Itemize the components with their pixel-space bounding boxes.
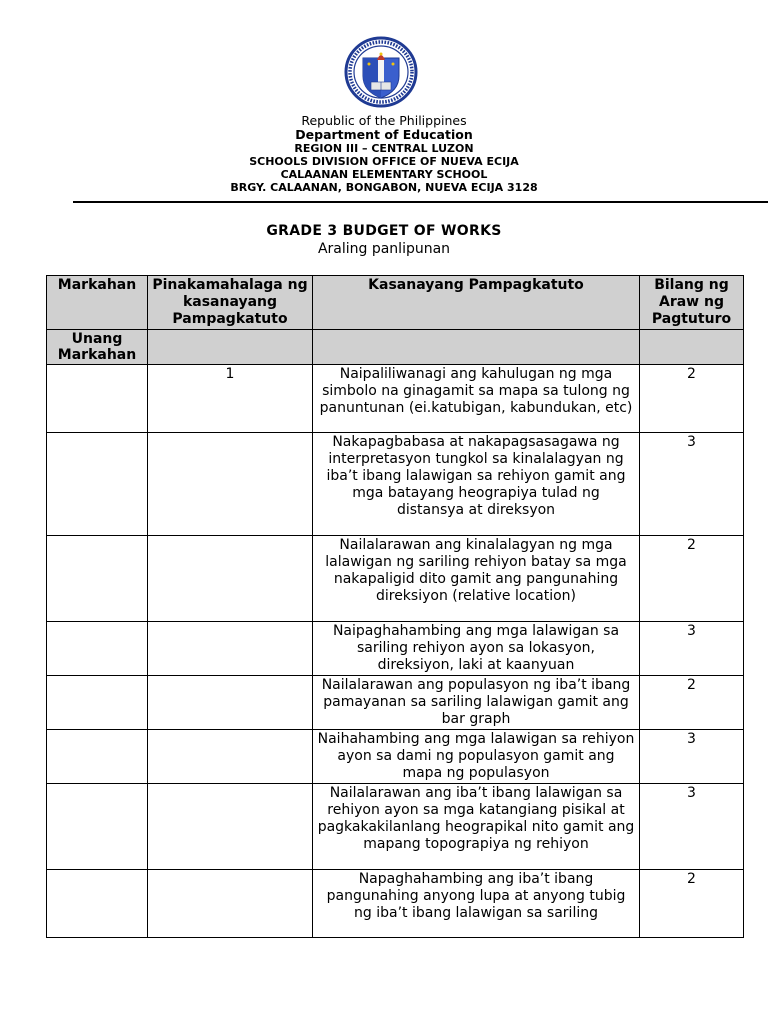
quarter-cell (148, 330, 313, 365)
table-row (47, 536, 744, 622)
pinakamahalaga-cell (148, 870, 313, 938)
pinakamahalaga-cell (148, 536, 313, 622)
table-row (47, 784, 744, 870)
table-header-row (47, 276, 744, 330)
table-row (47, 730, 744, 784)
header-divider (73, 201, 768, 203)
bilang-cell: 3 (640, 730, 744, 784)
quarter-label: Unang Markahan (47, 330, 148, 365)
header-region: REGION III – CENTRAL LUZON (294, 142, 474, 155)
bilang-cell: 2 (640, 365, 744, 433)
col-header-markahan: Markahan (47, 276, 148, 330)
pinakamahalaga-cell (148, 784, 313, 870)
bilang-cell: 2 (640, 870, 744, 938)
table-row (47, 433, 744, 536)
markahan-cell (47, 676, 148, 730)
table-row (47, 622, 744, 676)
pinakamahalaga-cell (148, 676, 313, 730)
markahan-cell (47, 784, 148, 870)
markahan-cell (47, 870, 148, 938)
kasanayan-cell: Naipaliliwanagi ang kahulugan ng mga simbolo na ginagamit sa mapa sa tulong ng panuntunan (ei.katubigan, kabundukan, etc) (313, 365, 640, 433)
quarter-cell (313, 330, 640, 365)
pinakamahalaga-cell: 1 (148, 365, 313, 433)
markahan-cell (47, 730, 148, 784)
markahan-cell (47, 536, 148, 622)
kasanayan-cell: Naipaghahambing ang mga lalawigan sa sariling rehiyon ayon sa lokasyon, direksiyon, laki at kaanyuan (313, 622, 640, 676)
header-division: SCHOOLS DIVISION OFFICE OF NUEVA ECIJA (249, 155, 519, 168)
col-header-bilang: Bilang ng Araw ng Pagtuturo (640, 276, 744, 330)
quarter-cell (640, 330, 744, 365)
pinakamahalaga-cell (148, 622, 313, 676)
header-department: Department of Education (295, 127, 473, 142)
quarter-row (47, 330, 744, 365)
kasanayan-cell: Nailalarawan ang iba’t ibang lalawigan sa rehiyon ayon sa mga katangiang pisikal at pagkakakilanlang heograpikal nito gamit ang mapang topograpiya ng rehiyon (313, 784, 640, 870)
col-header-kasanayan: Kasanayang Pampagkatuto (313, 276, 640, 330)
table-row (47, 870, 744, 938)
kasanayan-cell: Nailalarawan ang populasyon ng iba’t ibang pamayanan sa sariling lalawigan gamit ang bar graph (313, 676, 640, 730)
pinakamahalaga-cell (148, 730, 313, 784)
markahan-cell (47, 365, 148, 433)
header-address: BRGY. CALAANAN, BONGABON, NUEVA ECIJA 3128 (230, 181, 538, 194)
col-header-pinakamahalaga: Pinakamahalaga ng kasanayang Pampagkatuto (148, 276, 313, 330)
kasanayan-cell: Naihahambing ang mga lalawigan sa rehiyon ayon sa dami ng populasyon gamit ang mapa ng populasyon (313, 730, 640, 784)
bilang-cell: 3 (640, 433, 744, 536)
bilang-cell: 2 (640, 676, 744, 730)
markahan-cell (47, 433, 148, 536)
table-row (47, 676, 744, 730)
document-subject: Araling panlipunan (317, 241, 451, 257)
bilang-cell: 3 (640, 622, 744, 676)
header-school: CALAANAN ELEMENTARY SCHOOL (280, 168, 488, 181)
kasanayan-cell: Nakapagbabasa at nakapagsasagawa ng interpretasyon tungkol sa kinalalagyan ng iba’t ibang lalawigan sa rehiyon gamit ang mga batayang heograpiya tulad ng distansya at direksyon (313, 433, 640, 536)
bilang-cell: 3 (640, 784, 744, 870)
markahan-cell (47, 622, 148, 676)
document-title: GRADE 3 BUDGET OF WORKS (266, 223, 502, 239)
deped-seal-icon (341, 36, 421, 108)
budget-of-works-table (46, 275, 744, 938)
kasanayan-cell: Napaghahambing ang iba’t ibang pangunahing anyong lupa at anyong tubig ng iba’t ibang lalawigan sa sariling (313, 870, 640, 938)
kasanayan-cell: Nailalarawan ang kinalalagyan ng mga lalawigan ng sariling rehiyon batay sa mga nakapaligid dito gamit ang pangunahing direksiyon (relative location) (313, 536, 640, 622)
pinakamahalaga-cell (148, 433, 313, 536)
header-republic: Republic of the Philippines (301, 113, 467, 128)
table-row (47, 365, 744, 433)
bilang-cell: 2 (640, 536, 744, 622)
